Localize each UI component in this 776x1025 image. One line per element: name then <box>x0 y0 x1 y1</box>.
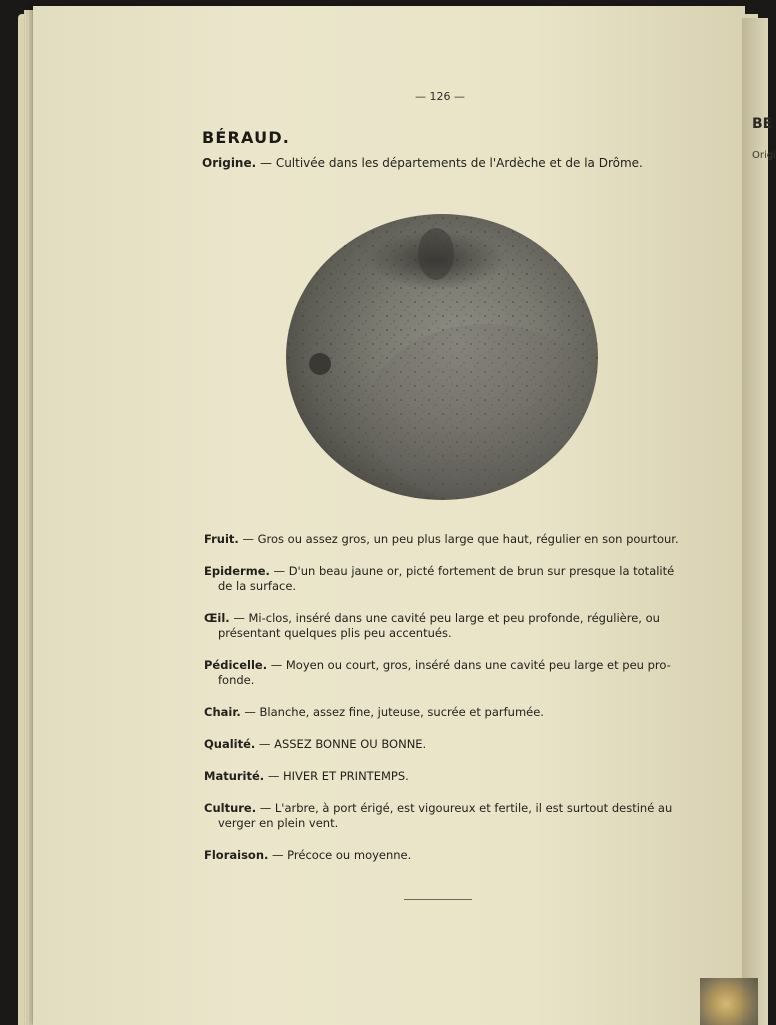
entry-text: — Précoce ou moyenne. <box>268 848 412 862</box>
next-page-sub-peek: Origi <box>752 150 776 161</box>
entry-maturite <box>204 769 680 784</box>
page-number: — 126 — <box>415 90 465 103</box>
apple-photo-icon <box>286 214 598 500</box>
origine-label: Origine. <box>202 156 257 170</box>
next-page-title-peek: BE <box>752 116 773 132</box>
entry-label: Fruit. <box>204 532 239 546</box>
entry-label: Culture. <box>204 801 257 815</box>
entry-text: — D'un beau jaune or, picté fortement de brun sur presque la totalité <box>269 564 675 578</box>
entry-continuation: fonde. <box>218 673 255 687</box>
entry-continuation: de la surface. <box>218 579 297 593</box>
entry-text: — L'arbre, à port érigé, est vigoureux et fertile, il est surtout destiné au <box>256 801 673 815</box>
description-list <box>204 532 680 880</box>
entry-text: — ASSEZ BONNE OU BONNE. <box>255 737 427 751</box>
entry-continuation: verger en plein vent. <box>218 816 339 830</box>
entry-chair <box>204 705 680 720</box>
origine-text: — Cultivée dans les départements de l'Ardèche et de la Drôme. <box>256 156 643 170</box>
entry-label: Floraison. <box>204 848 269 862</box>
watermark-thumbnail <box>700 978 758 1025</box>
entry-text: — Moyen ou court, gros, inséré dans une cavité peu large et peu pro- <box>267 658 671 672</box>
entry-label: Qualité. <box>204 737 256 751</box>
entry-continuation: présentant quelques plis peu accentués. <box>218 626 452 640</box>
entry-text: — Mi-clos, inséré dans une cavité peu large et peu profonde, régulière, ou <box>229 611 660 625</box>
entry-label: Chair. <box>204 705 241 719</box>
entry-floraison <box>204 848 680 863</box>
page-title: BÉRAUD. <box>202 128 291 147</box>
entry-label: Maturité. <box>204 769 265 783</box>
entry-text: — HIVER ET PRINTEMPS. <box>264 769 409 783</box>
entry-label: Epiderme. <box>204 564 270 578</box>
entry-qualite <box>204 737 680 752</box>
entry-culture <box>204 801 680 831</box>
entry-label: Pédicelle. <box>204 658 268 672</box>
entry-pedicelle <box>204 658 680 688</box>
origine-line <box>202 156 643 170</box>
entry-fruit <box>204 532 680 547</box>
next-page-peek <box>742 18 776 1025</box>
entry-text: — Blanche, assez fine, juteuse, sucrée et parfumée. <box>240 705 544 719</box>
entry-label: Œil. <box>204 611 230 625</box>
entry-oeil <box>204 611 680 641</box>
entry-epiderme <box>204 564 680 594</box>
end-rule <box>404 899 472 900</box>
entry-text: — Gros ou assez gros, un peu plus large que haut, régulier en son pourtour. <box>238 532 679 546</box>
